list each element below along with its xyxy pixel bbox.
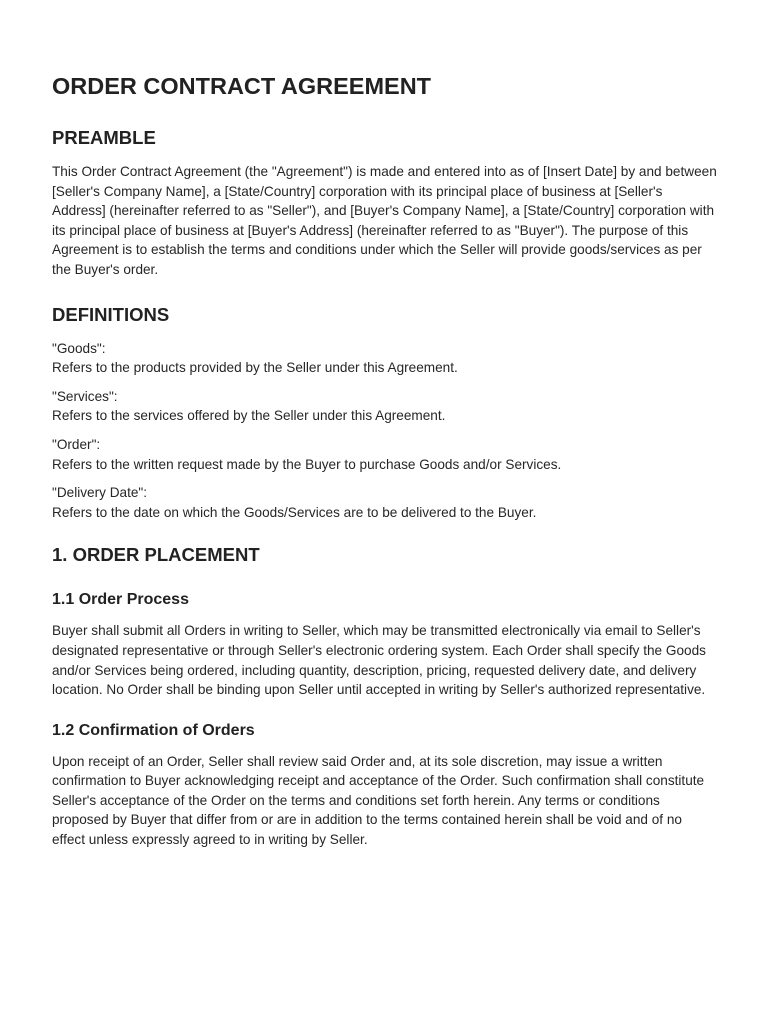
definition-item: [52, 435, 718, 474]
definition-term: "Order":: [52, 436, 101, 452]
order-confirmation-heading: 1.2 Confirmation of Orders: [52, 721, 255, 739]
preamble-heading: PREAMBLE: [52, 127, 156, 148]
definition-description: Refers to the date on which the Goods/Services are to be delivered to the Buyer.: [52, 504, 537, 520]
definition-term: "Services":: [52, 388, 118, 404]
preamble-section: [52, 126, 718, 280]
preamble-text: This Order Contract Agreement (the "Agreement") is made and entered into as of [Insert Date] by and between [Seller's Company Name], a [State/Country] corporation with its principal place of business at [Seller's Address] (hereinafter referred to as "Seller"), and [Buyer's Company Name], a [State/Country] corporation with its principal place of business at [Buyer's Address] (hereinafter referred to as "Buyer"). The purpose of this Agreement is to establish the terms and conditions under which the Seller will provide goods/services as per the Buyer's order.: [52, 164, 717, 277]
order-confirmation-subsection: [52, 720, 718, 850]
document-title: ORDER CONTRACT AGREEMENT: [52, 73, 432, 99]
definition-term: "Goods":: [52, 340, 106, 356]
order-process-text: Buyer shall submit all Orders in writing to Seller, which may be transmitted electronically via email to Seller's designated representative or through Seller's electronic ordering system. Each Order shall specify the Goods and/or Services being ordered, including quantity, description, pricing, requested delivery date, and delivery location. No Order shall be binding upon Seller until accepted in writing by Seller's authorized representative.: [52, 623, 706, 698]
definition-description: Refers to the written request made by the Buyer to purchase Goods and/or Services.: [52, 456, 562, 472]
order-process-subsection: [52, 589, 718, 699]
definitions-list: [52, 339, 718, 523]
definition-description: Refers to the products provided by the Seller under this Agreement.: [52, 360, 458, 376]
definition-description: Refers to the services offered by the Seller under this Agreement.: [52, 408, 446, 424]
definition-term: "Delivery Date":: [52, 485, 148, 501]
definition-item: [52, 339, 718, 378]
order-confirmation-text: Upon receipt of an Order, Seller shall review said Order and, at its sole discretion, may issue a written confirmation to Buyer acknowledging receipt and acceptance of the Order. Such confirmation shall constitute Seller's acceptance of the Order on the terms and conditions set forth herein. Any terms or conditions proposed by Buyer that differ from or are in addition to the terms contained herein shall be void and of no effect unless expressly agreed to in writing by Seller.: [52, 753, 705, 848]
definitions-section: [52, 303, 718, 523]
definition-item: [52, 387, 718, 426]
order-process-heading: 1.1 Order Process: [52, 591, 189, 609]
definition-item: [52, 483, 718, 522]
definitions-heading: DEFINITIONS: [52, 303, 170, 325]
order-placement-heading: 1. ORDER PLACEMENT: [52, 544, 260, 566]
order-placement-section: [52, 543, 718, 849]
